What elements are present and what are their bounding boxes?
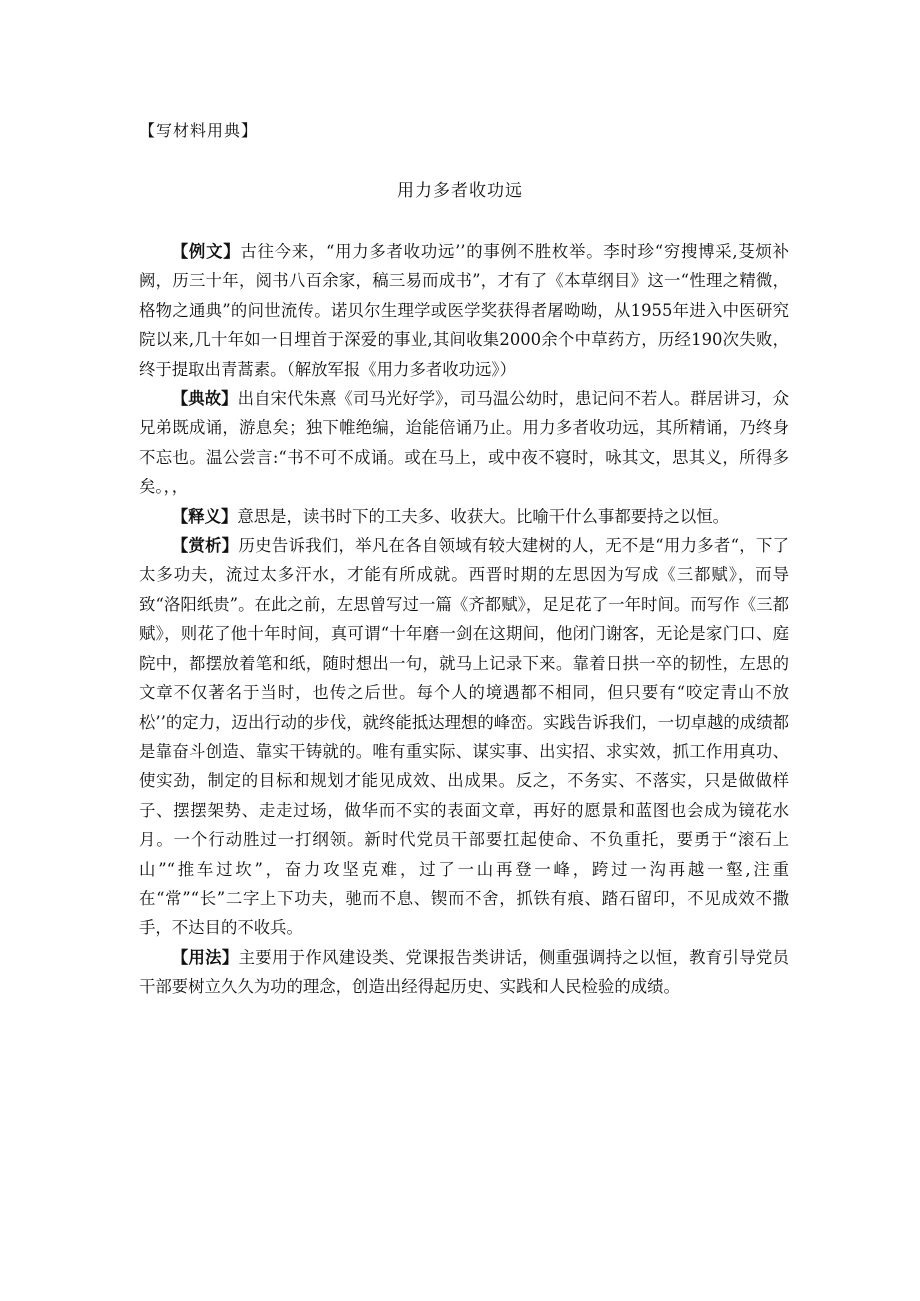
paragraph-label: 【赏析】 — [171, 536, 239, 556]
paragraph-meaning — [139, 502, 789, 531]
paragraph-text: 出自宋代朱熹《司马光好学》，司马温公幼时，患记问不若人。群居讲习，众兄弟既成诵，游息矣；独下帷绝编，迨能倍诵乃止。用力多者收功远，其所精诵，乃终身不忘也。温公尝言:“书不可不成诵。或在马上，或中夜不寝时，咏其文，思其义，所得多矣。，， — [139, 389, 789, 497]
paragraph-example — [139, 237, 789, 384]
paragraph-allusion — [139, 384, 789, 502]
paragraph-text: 古往今来，“用力多者收功远’’的事例不胜枚举。李时珍“穷搜博采,芟烦补阙，历三十年，阅书八百余家，稿三易而成书”，才有了《本草纲目》这一“性理之精微，格物之通典”的问世流传。诺贝尔生理学或医学奖获得者屠呦呦，从1955年进入中医研究院以来,几十年如一日埋首于深爱的事业,其间收集2000余个中草药方，历经190次失败，终于提取出青蒿素。（解放军报《用力多者收功远》） — [139, 242, 790, 379]
paragraph-label: 【典故】 — [171, 389, 238, 409]
paragraph-text: 意思是，读书时下的工夫多、收获大。比喻干什么事都要持之以恒。 — [237, 506, 730, 526]
paragraph-text: 历史告诉我们，举凡在各自领域有较大建树的人，无不是“用力多者“，下了太多功夫，流过太多汗水，才能有所成就。西晋时期的左思因为写成《三都赋》，而导致“洛阳纸贵”。在此之前，左思曾写过一篇《齐都赋》，足足花了一年时间。而写作《三都赋》，则花了他十年时间，真可谓“十年磨一剑在这期间，他闭门谢客，无论是家门口、庭院中，都摆放着笔和纸，随时想出一句，就马上记录下来。靠着日拱一卒的韧性，左思的文章不仅著名于当时，也传之后世。每个人的境遇都不相同，但只要有“咬定青山不放松’’的定力，迈出行动的步伐，就终能抵达理想的峰峦。实践告诉我们，一切卓越的成绩都是靠奋斗创造、靠实干铸就的。唯有重实际、谋实事、出实招、求实效，抓工作用真功、使实劲，制定的目标和规划才能见成效、出成果。反之，不务实、不落实，只是做做样子、摆摆架势、走走过场，做华而不实的表面文章，再好的愿景和蓝图也会成为镜花水月。一个行动胜过一打纲领。新时代党员干部要扛起使命、不负重托，要勇于“滚石上山”“推车过坎”，奋力攻坚克难，过了一山再登一峰，跨过一沟再越一壑,注重在“常”“长”二字上下功夫，驰而不息、锲而不舍，抓铁有痕、踏石留印，不见成效不撒手，不达目的不收兵。 — [139, 536, 789, 938]
paragraph-label: 【释义】 — [171, 506, 238, 526]
paragraph-analysis — [139, 531, 789, 943]
paragraph-label: 【用法】 — [171, 947, 239, 967]
article-body — [139, 237, 789, 1002]
paragraph-usage — [139, 943, 789, 1002]
section-tag: 【写材料用典】 — [139, 121, 259, 140]
paragraph-text: 主要用于作风建设类、党课报告类讲话，侧重强调持之以恒，教育引导党员干部要树立久久为功的理念，创造出经得起历史、实践和人民检验的成绩。 — [139, 947, 790, 997]
paragraph-label: 【例文】 — [171, 242, 241, 261]
page-title: 用力多者收功远 — [397, 181, 523, 201]
